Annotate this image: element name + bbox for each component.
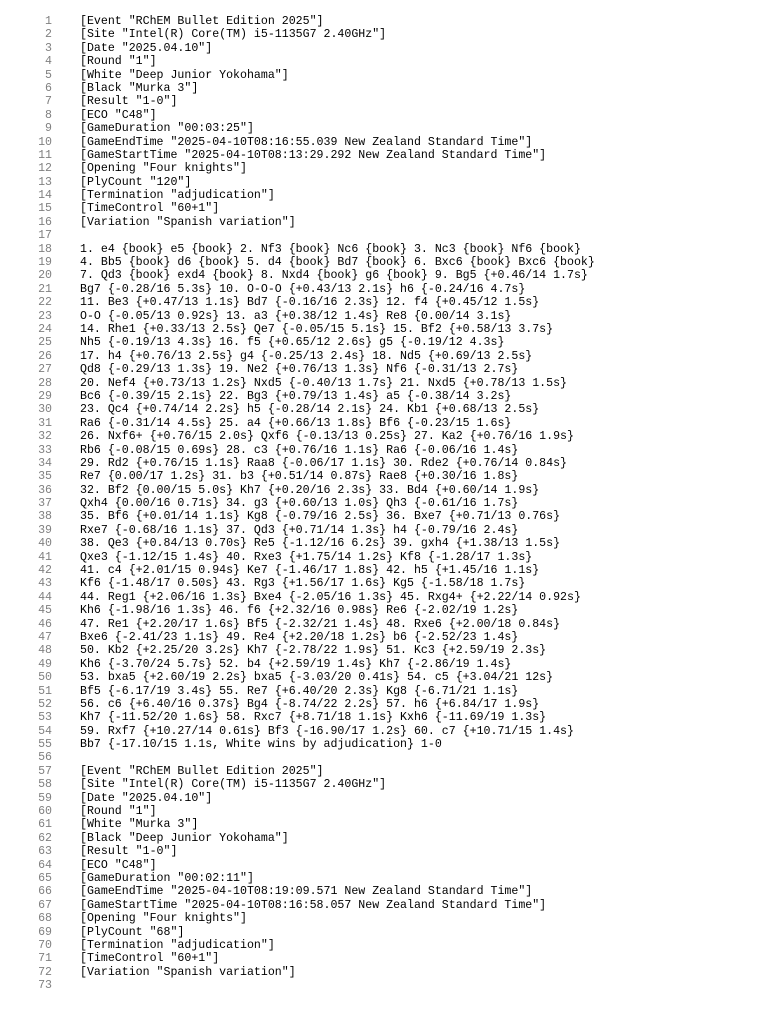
line-text[interactable]: 53. bxa5 {+2.60/19 2.2s} bxa5 {-3.03/20 0.41s} 54. c5 {+3.04/21 12s} bbox=[80, 671, 554, 685]
editor-line[interactable] bbox=[0, 832, 768, 845]
editor-line[interactable] bbox=[0, 751, 768, 764]
line-text[interactable]: [Opening "Four knights"] bbox=[80, 162, 247, 176]
line-number: 18 bbox=[38, 242, 52, 256]
editor-line[interactable] bbox=[0, 457, 768, 470]
line-number: 4 bbox=[45, 55, 52, 69]
editor-line[interactable] bbox=[0, 872, 768, 885]
text-editor[interactable] bbox=[0, 15, 768, 993]
line-text[interactable]: 59. Rxf7 {+10.27/14 0.61s} Bf3 {-16.90/17 1.2s} 60. c7 {+10.71/15 1.4s} bbox=[80, 724, 574, 738]
line-text[interactable]: Re7 {0.00/17 1.2s} 31. b3 {+0.51/14 0.87s} Rae8 {+0.30/16 1.8s} bbox=[80, 470, 519, 484]
editor-line[interactable] bbox=[0, 310, 768, 323]
line-number: 14 bbox=[38, 189, 52, 203]
line-number: 65 bbox=[38, 872, 52, 885]
line-number: 31 bbox=[38, 416, 52, 430]
editor-line[interactable] bbox=[0, 162, 768, 175]
line-number: 40 bbox=[38, 537, 52, 551]
line-number: 68 bbox=[38, 912, 52, 926]
line-text[interactable]: [Round "1"] bbox=[80, 805, 157, 819]
line-number: 1 bbox=[45, 15, 52, 28]
line-text[interactable]: Kh6 {-3.70/24 5.7s} 52. b4 {+2.59/19 1.4s} Kh7 {-2.86/19 1.4s} bbox=[80, 657, 512, 671]
editor-line[interactable] bbox=[0, 792, 768, 805]
line-number: 53 bbox=[38, 711, 52, 725]
editor-line[interactable] bbox=[0, 939, 768, 952]
editor-line[interactable] bbox=[0, 216, 768, 229]
line-text[interactable]: [GameDuration "00:02:11"] bbox=[80, 872, 254, 885]
line-text[interactable]: [Variation "Spanish variation"] bbox=[80, 215, 296, 229]
line-text[interactable]: [Black "Murka 3"] bbox=[80, 81, 199, 95]
editor-line[interactable] bbox=[0, 524, 768, 537]
line-number: 66 bbox=[38, 885, 52, 899]
editor-line[interactable] bbox=[0, 136, 768, 149]
line-number: 52 bbox=[38, 697, 52, 711]
editor-line[interactable] bbox=[0, 484, 768, 497]
line-number: 63 bbox=[38, 845, 52, 859]
line-number: 15 bbox=[38, 202, 52, 216]
line-text[interactable]: 20. Nef4 {+0.73/13 1.2s} Nxd5 {-0.40/13 1.7s} 21. Nxd5 {+0.78/13 1.5s} bbox=[80, 376, 568, 390]
editor-line[interactable] bbox=[0, 671, 768, 684]
line-number: 39 bbox=[38, 523, 52, 537]
line-text[interactable]: [White "Deep Junior Yokohama"] bbox=[80, 68, 289, 82]
line-number: 38 bbox=[38, 510, 52, 524]
editor-line[interactable] bbox=[0, 296, 768, 309]
line-number: 62 bbox=[38, 831, 52, 845]
editor-line[interactable] bbox=[0, 644, 768, 657]
editor-line[interactable] bbox=[0, 69, 768, 82]
line-text[interactable]: O-O {-0.05/13 0.92s} 13. a3 {+0.38/12 1.4s} Re8 {0.00/14 3.1s} bbox=[80, 309, 512, 323]
line-text[interactable]: [Opening "Four knights"] bbox=[80, 912, 247, 926]
line-text[interactable]: [Result "1-0"] bbox=[80, 95, 178, 109]
line-text[interactable]: 7. Qd3 {book} exd4 {book} 8. Nxd4 {book} g6 {book} 9. Bg5 {+0.46/14 1.7s} bbox=[80, 269, 588, 283]
line-number: 37 bbox=[38, 497, 52, 511]
line-number: 11 bbox=[38, 148, 52, 162]
line-number: 64 bbox=[38, 858, 52, 872]
line-text[interactable]: [ECO "C48"] bbox=[80, 858, 157, 872]
editor-line[interactable] bbox=[0, 417, 768, 430]
editor-line[interactable] bbox=[0, 885, 768, 898]
line-number: 32 bbox=[38, 430, 52, 444]
line-number: 3 bbox=[45, 41, 52, 55]
line-number: 46 bbox=[38, 617, 52, 631]
editor-line[interactable] bbox=[0, 350, 768, 363]
line-text[interactable]: [Termination "adjudication"] bbox=[80, 189, 275, 203]
editor-line[interactable] bbox=[0, 15, 768, 28]
editor-line[interactable] bbox=[0, 202, 768, 215]
editor-line[interactable] bbox=[0, 926, 768, 939]
editor-line[interactable] bbox=[0, 912, 768, 925]
line-text[interactable]: 26. Nxf6+ {+0.76/15 2.0s} Qxf6 {-0.13/13 0.25s} 27. Ka2 {+0.76/16 1.9s} bbox=[80, 430, 574, 444]
line-text[interactable]: [GameStartTime "2025-04-10T08:13:29.292 New Zealand Standard Time"] bbox=[80, 148, 547, 162]
line-number: 51 bbox=[38, 684, 52, 698]
editor-line[interactable] bbox=[0, 979, 768, 992]
editor-line[interactable] bbox=[0, 283, 768, 296]
editor-line[interactable] bbox=[0, 778, 768, 791]
line-text[interactable]: [PlyCount "120"] bbox=[80, 175, 192, 189]
line-text[interactable]: Qxe3 {-1.12/15 1.4s} 40. Rxe3 {+1.75/14 1.2s} Kf8 {-1.28/17 1.3s} bbox=[80, 550, 533, 564]
line-number: 8 bbox=[45, 108, 52, 122]
editor-line[interactable] bbox=[0, 711, 768, 724]
line-number: 28 bbox=[38, 376, 52, 390]
line-text[interactable]: Qd8 {-0.29/13 1.3s} 19. Ne2 {+0.76/13 1.3s} Nf6 {-0.31/13 2.7s} bbox=[80, 363, 519, 377]
editor-line[interactable] bbox=[0, 818, 768, 831]
editor-line[interactable] bbox=[0, 269, 768, 282]
line-text[interactable]: [GameEndTime "2025-04-10T08:16:55.039 New Zealand Standard Time"] bbox=[80, 135, 533, 149]
line-number: 5 bbox=[45, 68, 52, 82]
editor-line[interactable] bbox=[0, 95, 768, 108]
line-text[interactable]: [GameEndTime "2025-04-10T08:19:09.571 New Zealand Standard Time"] bbox=[80, 885, 533, 899]
editor-line[interactable] bbox=[0, 497, 768, 510]
editor-line[interactable] bbox=[0, 551, 768, 564]
line-number: 73 bbox=[38, 979, 52, 993]
line-text[interactable]: [GameDuration "00:03:25"] bbox=[80, 122, 254, 136]
editor-line[interactable] bbox=[0, 470, 768, 483]
line-text[interactable]: Kh6 {-1.98/16 1.3s} 46. f6 {+2.32/16 0.98s} Re6 {-2.02/19 1.2s} bbox=[80, 604, 519, 618]
line-text[interactable]: 11. Be3 {+0.47/13 1.1s} Bd7 {-0.16/16 2.3s} 12. f4 {+0.45/12 1.5s} bbox=[80, 296, 540, 310]
line-number: 2 bbox=[45, 28, 52, 42]
editor-line[interactable] bbox=[0, 805, 768, 818]
line-text[interactable]: 14. Rhe1 {+0.33/13 2.5s} Qe7 {-0.05/15 5.1s} 15. Bf2 {+0.58/13 3.7s} bbox=[80, 322, 554, 336]
line-number: 54 bbox=[38, 724, 52, 738]
line-number: 67 bbox=[38, 898, 52, 912]
line-number: 23 bbox=[38, 309, 52, 323]
line-number: 10 bbox=[38, 135, 52, 149]
line-number: 7 bbox=[45, 95, 52, 109]
line-number: 69 bbox=[38, 925, 52, 939]
editor-line[interactable] bbox=[0, 859, 768, 872]
line-number: 43 bbox=[38, 577, 52, 591]
editor-line[interactable] bbox=[0, 510, 768, 523]
editor-line[interactable] bbox=[0, 55, 768, 68]
line-text[interactable]: [TimeControl "60+1"] bbox=[80, 202, 220, 216]
editor-line[interactable] bbox=[0, 323, 768, 336]
line-number: 22 bbox=[38, 296, 52, 310]
editor-line[interactable] bbox=[0, 966, 768, 979]
line-text[interactable]: 35. Bf6 {+0.01/14 1.1s} Kg8 {-0.79/16 2.5s} 36. Bxe7 {+0.71/13 0.76s} bbox=[80, 510, 561, 524]
line-text[interactable]: [TimeControl "60+1"] bbox=[80, 952, 220, 966]
line-number: 58 bbox=[38, 778, 52, 792]
editor-line[interactable] bbox=[0, 42, 768, 55]
line-text[interactable]: Bxe6 {-2.41/23 1.1s} 49. Re4 {+2.20/18 1.2s} b6 {-2.52/23 1.4s} bbox=[80, 630, 519, 644]
editor-line[interactable] bbox=[0, 336, 768, 349]
line-text[interactable]: [Date "2025.04.10"] bbox=[80, 791, 213, 805]
editor-line[interactable] bbox=[0, 725, 768, 738]
line-number: 42 bbox=[38, 564, 52, 578]
editor-line[interactable] bbox=[0, 82, 768, 95]
line-text[interactable]: [Result "1-0"] bbox=[80, 845, 178, 859]
line-number: 57 bbox=[38, 764, 52, 778]
line-text[interactable]: [GameStartTime "2025-04-10T08:16:58.057 New Zealand Standard Time"] bbox=[80, 898, 547, 912]
line-text[interactable]: 32. Bf2 {0.00/15 5.0s} Kh7 {+0.20/16 2.3s} 33. Bd4 {+0.60/14 1.9s} bbox=[80, 483, 540, 497]
line-text[interactable]: Bc6 {-0.39/15 2.1s} 22. Bg3 {+0.79/13 1.4s} a5 {-0.38/14 3.2s} bbox=[80, 389, 512, 403]
editor-line[interactable] bbox=[0, 189, 768, 202]
line-number: 47 bbox=[38, 630, 52, 644]
editor-line[interactable] bbox=[0, 698, 768, 711]
editor-line[interactable] bbox=[0, 430, 768, 443]
line-number: 45 bbox=[38, 604, 52, 618]
line-number: 33 bbox=[38, 443, 52, 457]
line-number: 35 bbox=[38, 470, 52, 484]
line-number: 12 bbox=[38, 162, 52, 176]
line-text[interactable]: [Site "Intel(R) Core(TM) i5-1135G7 2.40GHz"] bbox=[80, 28, 387, 42]
line-text[interactable]: Kf6 {-1.48/17 0.50s} 43. Rg3 {+1.56/17 1.6s} Kg5 {-1.58/18 1.7s} bbox=[80, 577, 526, 591]
line-text[interactable]: Rb6 {-0.08/15 0.69s} 28. c3 {+0.76/16 1.1s} Ra6 {-0.06/16 1.4s} bbox=[80, 443, 519, 457]
line-number: 56 bbox=[38, 751, 52, 765]
line-number: 60 bbox=[38, 805, 52, 819]
line-text[interactable]: [Variation "Spanish variation"] bbox=[80, 965, 296, 979]
line-text[interactable]: Bf5 {-6.17/19 3.4s} 55. Re7 {+6.40/20 2.3s} Kg8 {-6.71/21 1.1s} bbox=[80, 684, 519, 698]
line-number: 6 bbox=[45, 81, 52, 95]
line-number: 34 bbox=[38, 456, 52, 470]
line-number: 59 bbox=[38, 791, 52, 805]
line-text[interactable]: [Event "RChEM Bullet Edition 2025"] bbox=[80, 764, 324, 778]
line-text[interactable]: [Site "Intel(R) Core(TM) i5-1135G7 2.40GHz"] bbox=[80, 778, 387, 792]
editor-line[interactable] bbox=[0, 176, 768, 189]
line-text[interactable]: Ra6 {-0.31/14 4.5s} 25. a4 {+0.66/13 1.8s} Bf6 {-0.23/15 1.6s} bbox=[80, 416, 512, 430]
editor-line[interactable] bbox=[0, 738, 768, 751]
line-text[interactable]: 1. e4 {book} e5 {book} 2. Nf3 {book} Nc6 {book} 3. Nc3 {book} Nf6 {book} bbox=[80, 242, 581, 256]
line-number: 49 bbox=[38, 657, 52, 671]
editor-line[interactable] bbox=[0, 604, 768, 617]
editor-line[interactable] bbox=[0, 444, 768, 457]
line-number: 16 bbox=[38, 215, 52, 229]
line-text[interactable]: [Date "2025.04.10"] bbox=[80, 41, 213, 55]
line-text[interactable]: [Black "Deep Junior Yokohama"] bbox=[80, 831, 289, 845]
editor-line[interactable] bbox=[0, 577, 768, 590]
line-number: 9 bbox=[45, 122, 52, 136]
line-text[interactable]: Rxe7 {-0.68/16 1.1s} 37. Qd3 {+0.71/14 1.3s} h4 {-0.79/16 2.4s} bbox=[80, 523, 519, 537]
line-text[interactable]: 38. Qe3 {+0.84/13 0.70s} Re5 {-1.12/16 6.2s} 39. gxh4 {+1.38/13 1.5s} bbox=[80, 537, 561, 551]
editor-line[interactable] bbox=[0, 109, 768, 122]
editor-line[interactable] bbox=[0, 256, 768, 269]
line-number: 20 bbox=[38, 269, 52, 283]
line-text[interactable]: 4. Bb5 {book} d6 {book} 5. d4 {book} Bd7 {book} 6. Bxc6 {book} Bxc6 {book} bbox=[80, 256, 595, 270]
editor-line[interactable] bbox=[0, 564, 768, 577]
line-text[interactable]: 23. Qc4 {+0.74/14 2.2s} h5 {-0.28/14 2.1s} 24. Kb1 {+0.68/13 2.5s} bbox=[80, 403, 540, 417]
editor-line[interactable] bbox=[0, 363, 768, 376]
line-text[interactable]: [PlyCount "68"] bbox=[80, 925, 185, 939]
line-text[interactable]: Bb7 {-17.10/15 1.1s, White wins by adjudication} 1-0 bbox=[80, 738, 442, 752]
editor-line[interactable] bbox=[0, 591, 768, 604]
editor-line[interactable] bbox=[0, 899, 768, 912]
editor-line[interactable] bbox=[0, 952, 768, 965]
line-text[interactable]: 41. c4 {+2.01/15 0.94s} Ke7 {-1.46/17 1.8s} 42. h5 {+1.45/16 1.1s} bbox=[80, 564, 540, 578]
editor-line[interactable] bbox=[0, 122, 768, 135]
editor-line[interactable] bbox=[0, 377, 768, 390]
line-number: 61 bbox=[38, 818, 52, 832]
line-text[interactable]: [Event "RChEM Bullet Edition 2025"] bbox=[80, 15, 324, 28]
editor-line[interactable] bbox=[0, 28, 768, 41]
line-text[interactable]: Nh5 {-0.19/13 4.3s} 16. f5 {+0.65/12 2.6s} g5 {-0.19/12 4.3s} bbox=[80, 336, 505, 350]
editor-line[interactable] bbox=[0, 765, 768, 778]
line-number: 50 bbox=[38, 671, 52, 685]
line-text[interactable]: [White "Murka 3"] bbox=[80, 818, 199, 832]
line-number: 19 bbox=[38, 256, 52, 270]
line-text[interactable]: [Termination "adjudication"] bbox=[80, 938, 275, 952]
line-text[interactable]: [ECO "C48"] bbox=[80, 108, 157, 122]
editor-line[interactable] bbox=[0, 618, 768, 631]
line-number: 21 bbox=[38, 282, 52, 296]
editor-line[interactable] bbox=[0, 403, 768, 416]
editor-line[interactable] bbox=[0, 149, 768, 162]
line-number: 71 bbox=[38, 952, 52, 966]
line-number: 13 bbox=[38, 175, 52, 189]
line-number: 24 bbox=[38, 322, 52, 336]
line-number: 72 bbox=[38, 965, 52, 979]
editor-line[interactable] bbox=[0, 390, 768, 403]
line-number: 70 bbox=[38, 938, 52, 952]
line-number: 25 bbox=[38, 336, 52, 350]
line-number: 30 bbox=[38, 403, 52, 417]
line-text[interactable]: Kh7 {-11.52/20 1.6s} 58. Rxc7 {+8.71/18 1.1s} Kxh6 {-11.69/19 1.3s} bbox=[80, 711, 547, 725]
line-number: 26 bbox=[38, 349, 52, 363]
editor-line[interactable] bbox=[0, 685, 768, 698]
editor-line[interactable] bbox=[0, 631, 768, 644]
line-text[interactable]: Qxh4 {0.00/16 0.71s} 34. g3 {+0.60/13 1.0s} Qh3 {-0.61/16 1.7s} bbox=[80, 497, 519, 511]
line-text[interactable]: 17. h4 {+0.76/13 2.5s} g4 {-0.25/13 2.4s} 18. Nd5 {+0.69/13 2.5s} bbox=[80, 349, 533, 363]
line-number: 36 bbox=[38, 483, 52, 497]
editor-line[interactable] bbox=[0, 658, 768, 671]
line-number: 44 bbox=[38, 590, 52, 604]
line-text[interactable]: 44. Reg1 {+2.06/16 1.3s} Bxe4 {-2.05/16 1.3s} 45. Rxg4+ {+2.22/14 0.92s} bbox=[80, 590, 581, 604]
editor-line[interactable] bbox=[0, 845, 768, 858]
line-text[interactable]: Bg7 {-0.28/16 5.3s} 10. O-O-O {+0.43/13 2.1s} h6 {-0.24/16 4.7s} bbox=[80, 282, 526, 296]
line-text[interactable]: 56. c6 {+6.40/16 0.37s} Bg4 {-8.74/22 2.2s} 57. h6 {+6.84/17 1.9s} bbox=[80, 697, 540, 711]
line-number: 48 bbox=[38, 644, 52, 658]
line-number: 55 bbox=[38, 738, 52, 752]
line-number: 41 bbox=[38, 550, 52, 564]
line-text[interactable]: 47. Re1 {+2.20/17 1.6s} Bf5 {-2.32/21 1.4s} 48. Rxe6 {+2.00/18 0.84s} bbox=[80, 617, 561, 631]
line-text[interactable]: 50. Kb2 {+2.25/20 3.2s} Kh7 {-2.78/22 1.9s} 51. Kc3 {+2.59/19 2.3s} bbox=[80, 644, 547, 658]
line-number: 29 bbox=[38, 389, 52, 403]
editor-line[interactable] bbox=[0, 229, 768, 242]
line-number: 17 bbox=[38, 229, 52, 243]
line-number: 27 bbox=[38, 363, 52, 377]
editor-line[interactable] bbox=[0, 537, 768, 550]
editor-line[interactable] bbox=[0, 243, 768, 256]
line-text[interactable]: [Round "1"] bbox=[80, 55, 157, 69]
line-text[interactable]: 29. Rd2 {+0.76/15 1.1s} Raa8 {-0.06/17 1.1s} 30. Rde2 {+0.76/14 0.84s} bbox=[80, 456, 568, 470]
